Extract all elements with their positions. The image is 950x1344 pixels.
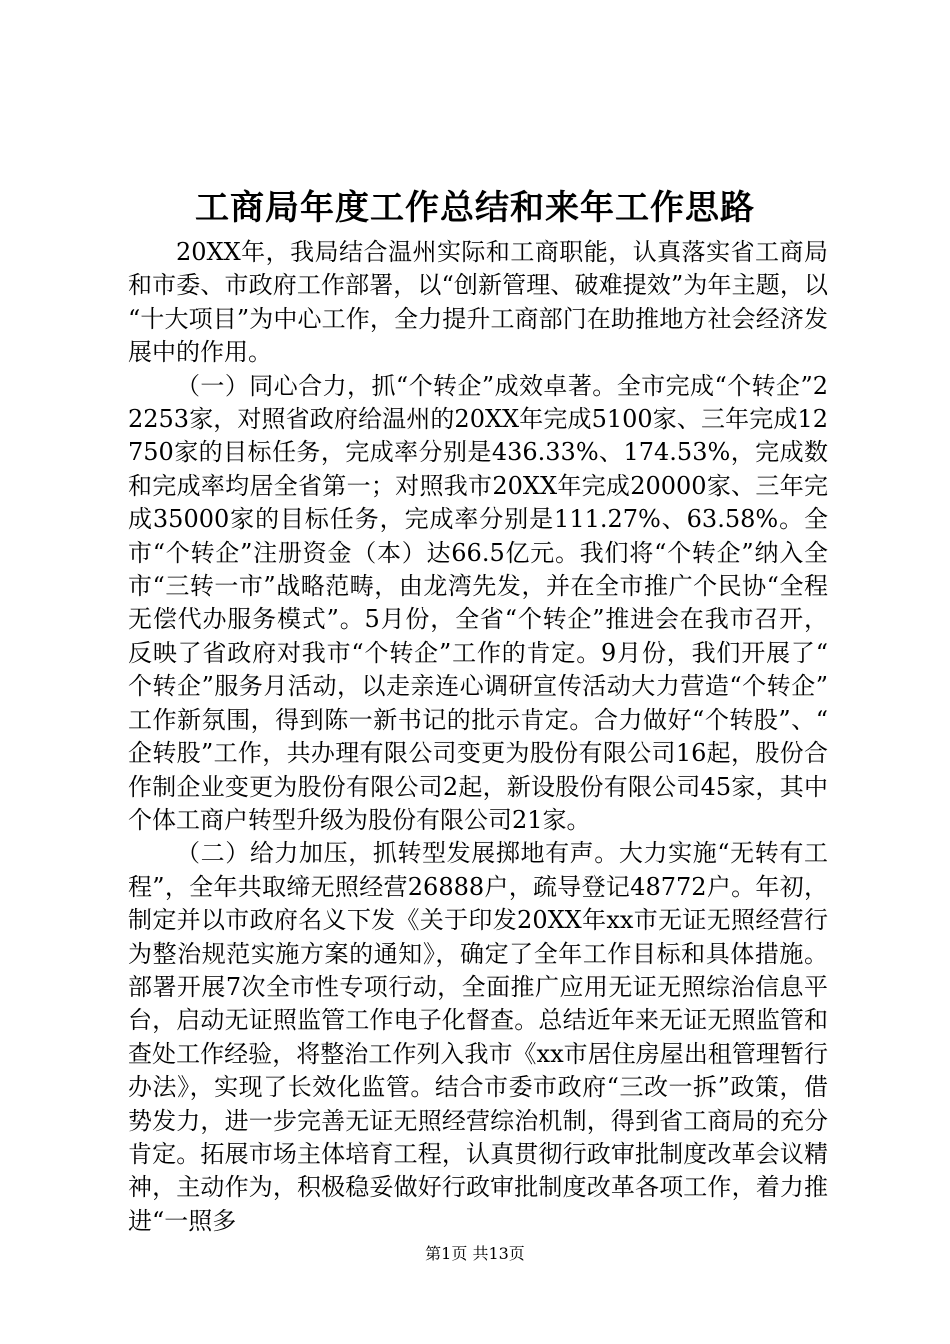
paragraph-section-2: （二）给力加压，抓转型发展掷地有声。大力实施“无转有工程”，全年共取缔无照经营26888户，疏导登记48772户。年初，制定并以市政府名义下发《关于印发20XX年xx市无证无照经营行为整治规范实施方案的通知》，确定了全年工作目标和具体措施。部署开展7次全市性专项行动，全面推广应用无证无照综治信息平台，启动无证照监管工作电子化督查。总结近年来无证无照监管和查处工作经验，将整治工作列入我市《xx市居住房屋出租管理暂行办法》，实现了长效化监管。结合市委市政府“三改一拆”政策，借势发力，进一步完善无证无照经营综治机制，得到省工商局的充分肯定。拓展市场主体培育工程，认真贯彻行政审批制度改革会议精神，主动作为，积极稳妥做好行政审批制度改革各项工作，着力推进“一照多 [128, 839, 828, 1235]
document-body [128, 236, 828, 1238]
page-number-footer: 第1页 共13页 [425, 1244, 525, 1263]
document-title: 工商局年度工作总结和来年工作思路 [195, 188, 755, 228]
paragraph-intro: 20XX年，我局结合温州实际和工商职能，认真落实省工商局和市委、市政府工作部署，以“创新管理、破难提效”为年主题，以“十大项目”为中心工作，全力提升工商部门在助推地方社会经济发展中的作用。 [128, 238, 828, 367]
paragraph-section-1: （一）同心合力，抓“个转企”成效卓著。全市完成“个转企”22253家，对照省政府给温州的20XX年完成5100家、三年完成12750家的目标任务，完成率分别是436.33%、174.53%，完成数和完成率均居全省第一；对照我市20XX年完成20000家、三年完成35000家的目标任务，完成率分别是111.27%、63.58%。全市“个转企”注册资金（本）达66.5亿元。我们将“个转企”纳入全市“三转一市”战略范畴，由龙湾先发，并在全市推广个民协“全程无偿代办服务模式”。5月份，全省“个转企”推进会在我市召开，反映了省政府对我市“个转企”工作的肯定。9月份，我们开展了“个转企”服务月活动，以走亲连心调研宣传活动大力营造“个转企”工作新氛围，得到陈一新书记的批示肯定。合力做好“个转股”、“企转股”工作，共办理有限公司变更为股份有限公司16起，股份合作制企业变更为股份有限公司2起，新设股份有限公司45家，其中个体工商户转型升级为股份有限公司21家。 [128, 371, 828, 834]
